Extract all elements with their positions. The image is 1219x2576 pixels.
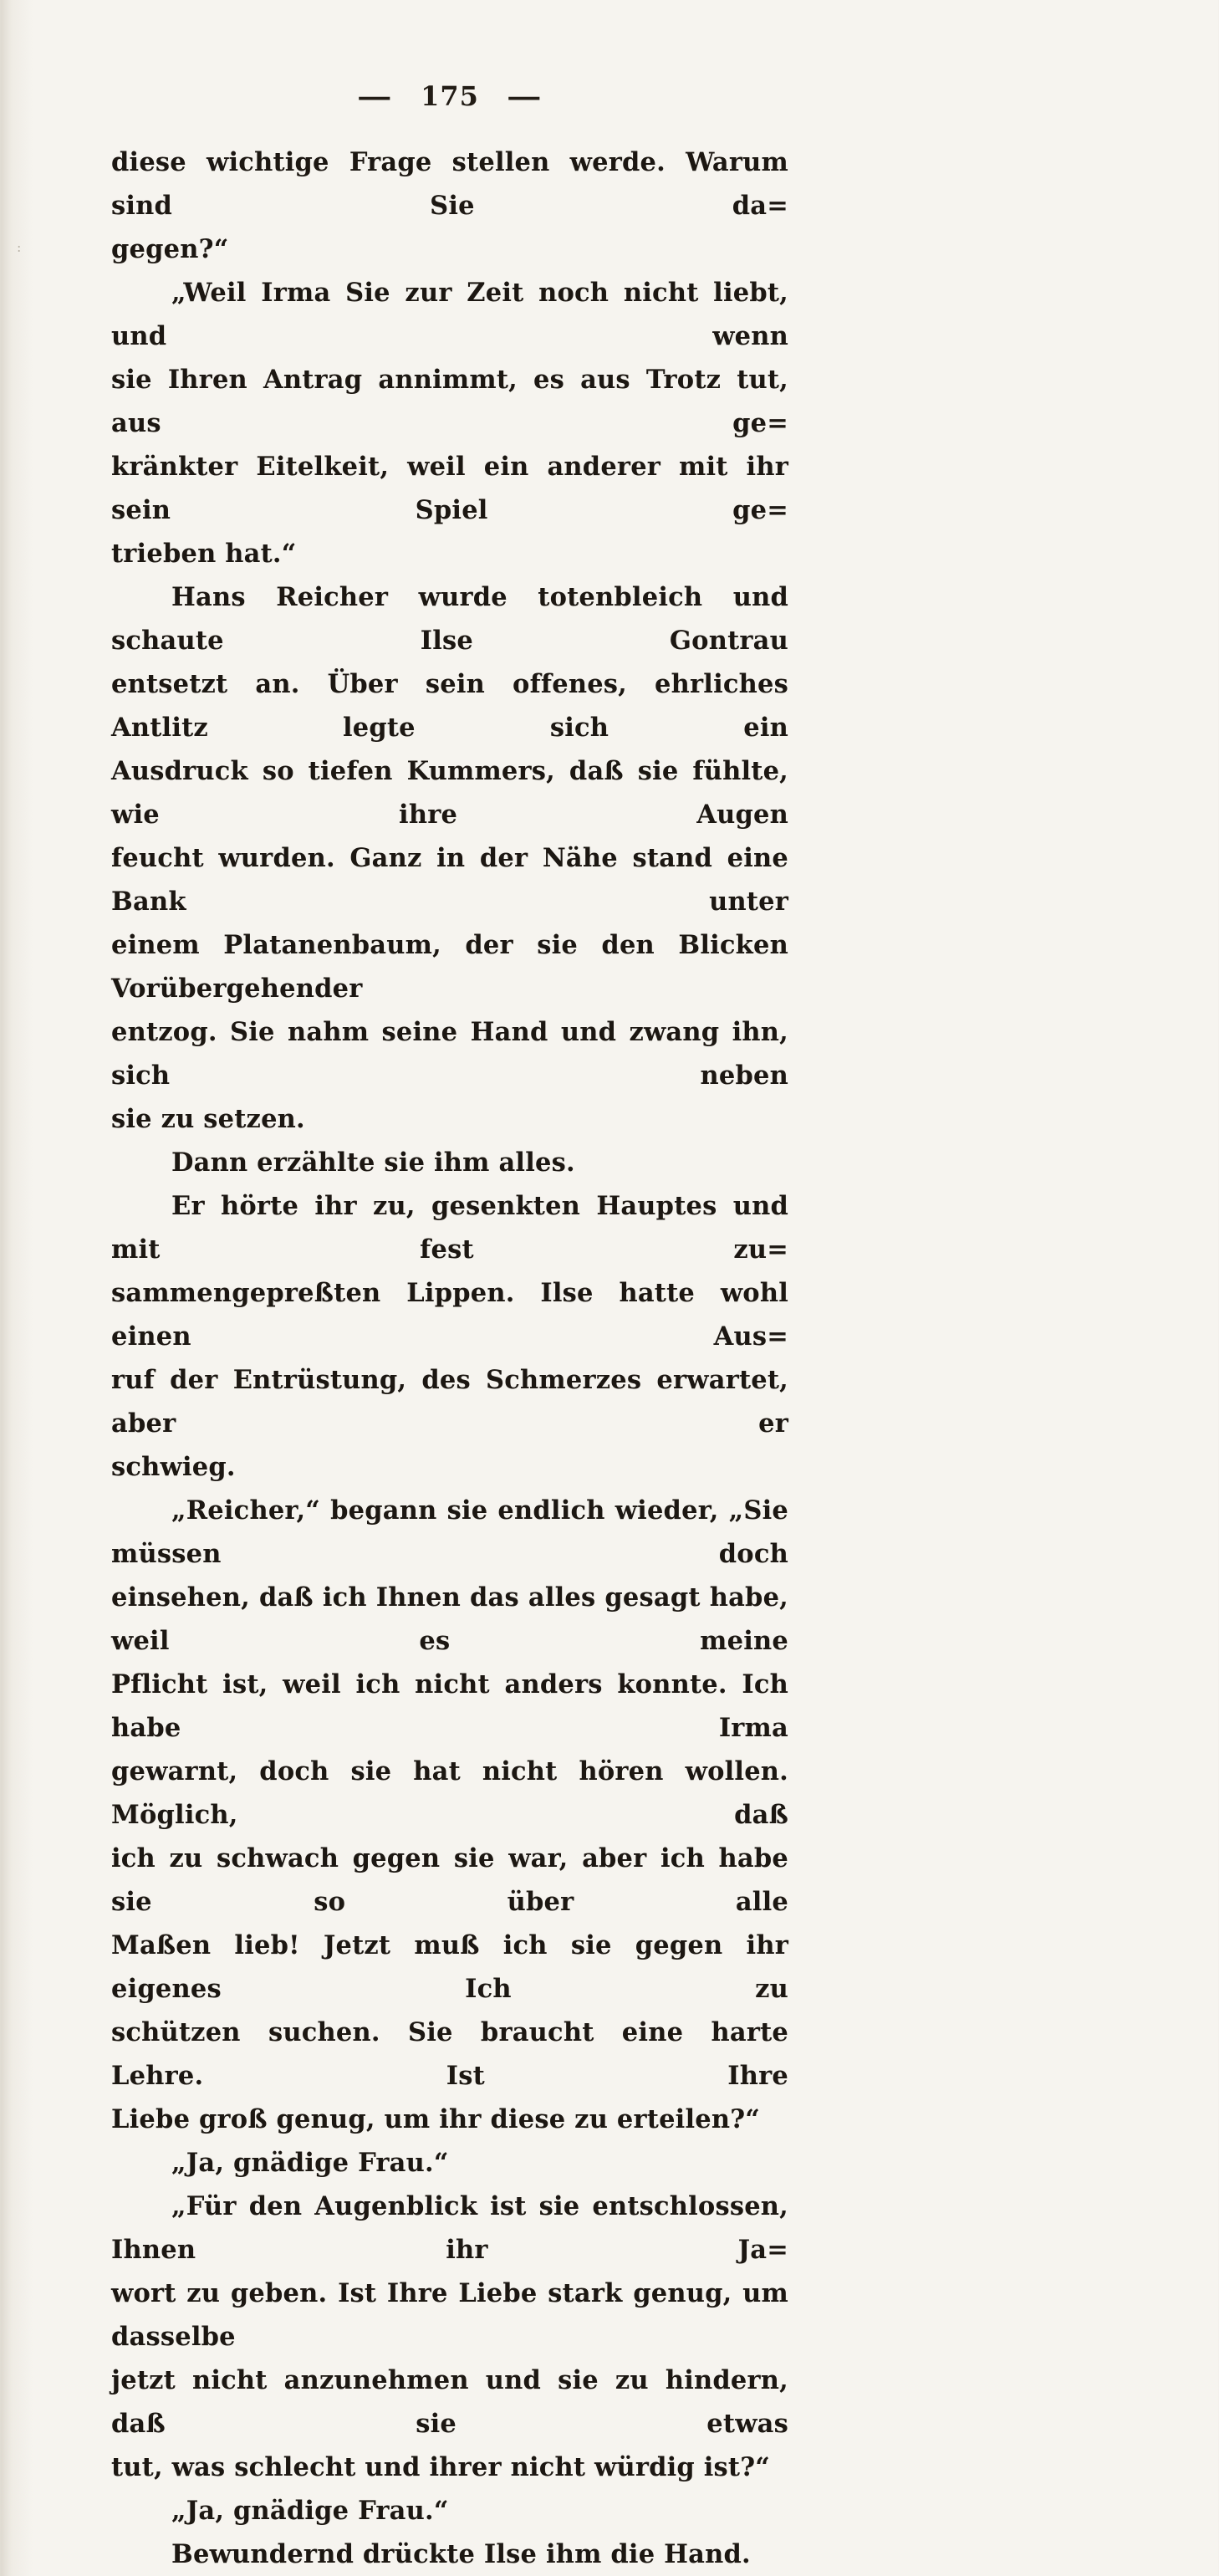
scan-speckle: :: [17, 239, 22, 255]
text-line: Hans Reicher wurde totenbleich und schaute Ilse Gontrau: [111, 582, 788, 656]
header-dash-left: —: [357, 80, 393, 112]
text-line: gewarnt, doch sie hat nicht hören wollen. Möglich, daß: [111, 1756, 788, 1830]
text-line: Er hörte ihr zu, gesenkten Hauptes und mit fest zu=: [111, 1191, 788, 1265]
text-line: sammengepreßten Lippen. Ilse hatte wohl einen Aus=: [111, 1278, 788, 1352]
text-line: sie zu setzen.: [111, 1104, 305, 1134]
text-line: gegen?“: [111, 234, 229, 264]
text-line: Pflicht ist, weil ich nicht anders konnte. Ich habe Irma: [111, 1669, 788, 1743]
text-line: sie Ihren Antrag annimmt, es aus Trotz tut, aus ge=: [111, 365, 788, 438]
header-dash-right: —: [507, 80, 543, 112]
text-line: Bewundernd drückte Ilse ihm die Hand.: [171, 2539, 751, 2569]
page-number: 175: [421, 80, 479, 112]
text-line: diese wichtige Frage stellen werde. Warum sind Sie da=: [111, 147, 788, 221]
text-line: „Weil Irma Sie zur Zeit noch nicht liebt, und wenn: [111, 278, 788, 351]
text-line: wort zu geben. Ist Ihre Liebe stark genug, um dasselbe: [111, 2278, 788, 2352]
text-line: entzog. Sie nahm seine Hand und zwang ihn, sich neben: [111, 1017, 788, 1091]
text-line: ich zu schwach gegen sie war, aber ich habe sie so über alle: [111, 1843, 788, 1917]
text-line: „Für den Augenblick ist sie entschlossen, Ihnen ihr Ja=: [111, 2191, 788, 2265]
text-line: jetzt nicht anzunehmen und sie zu hindern, daß sie etwas: [111, 2365, 788, 2439]
text-line: Dann erzählte sie ihm alles.: [171, 1147, 575, 1178]
text-line: „Ja, gnädige Frau.“: [171, 2496, 449, 2526]
text-line: einem Platanenbaum, der sie den Blicken Vorübergehender: [111, 930, 788, 1004]
text-block: [111, 141, 788, 2576]
page-header: [111, 82, 788, 110]
text-line: feucht wurden. Ganz in der Nähe stand eine Bank unter: [111, 843, 788, 917]
text-line: einsehen, daß ich Ihnen das alles gesagt habe, weil es meine: [111, 1582, 788, 1656]
text-line: ruf der Entrüstung, des Schmerzes erwartet, aber er: [111, 1365, 788, 1439]
text-line: schützen suchen. Sie braucht eine harte Lehre. Ist Ihre: [111, 2017, 788, 2091]
text-line: trieben hat.“: [111, 539, 297, 569]
text-line: „Reicher,“ begann sie endlich wieder, „Sie müssen doch: [111, 1495, 788, 1569]
text-line: entsetzt an. Über sein offenes, ehrliches Antlitz legte sich ein: [111, 669, 788, 743]
text-line: tut, was schlecht und ihrer nicht würdig ist?“: [111, 2452, 771, 2482]
text-line: kränkter Eitelkeit, weil ein anderer mit ihr sein Spiel ge=: [111, 452, 788, 525]
text-line: Ausdruck so tiefen Kummers, daß sie fühlte, wie ihre Augen: [111, 756, 788, 830]
text-line: schwieg.: [111, 1452, 236, 1482]
text-line: „Ja, gnädige Frau.“: [171, 2148, 449, 2178]
text-line: Liebe groß genug, um ihr diese zu erteilen?“: [111, 2104, 761, 2134]
text-line: Maßen lieb! Jetzt muß ich sie gegen ihr eigenes Ich zu: [111, 1930, 788, 2004]
